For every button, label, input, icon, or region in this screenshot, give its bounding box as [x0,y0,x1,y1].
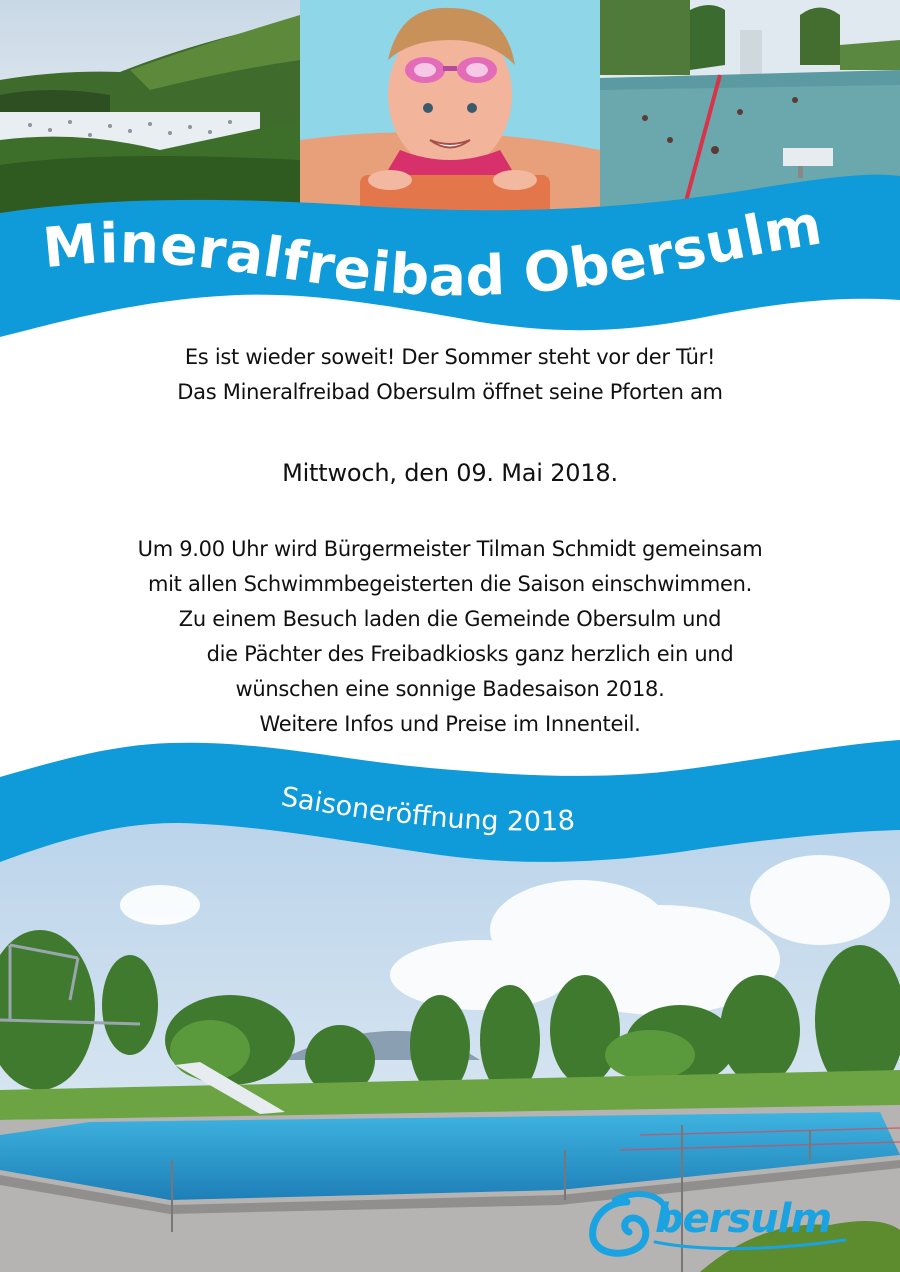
intro-line: Es ist wieder soweit! Der Sommer steht vor der Tür! [184,345,716,369]
svg-text:Saisoneröffnung 2018: Saisoneröffnung 2018 [278,781,577,838]
details-line: Um 9.00 Uhr wird Bürgermeister Tilman Schmidt gemeinsam [137,537,763,561]
season-opening-banner [0,760,900,860]
intro-text [0,340,900,410]
logo-wordmark: bersulm [655,1196,832,1242]
svg-text:Mineralfreibad Obersulm: Mineralfreibad Obersulm [40,192,827,309]
details-line: Weitere Infos und Preise im Innenteil. [259,712,641,736]
obersulm-logo [585,1180,885,1260]
intro-line: Das Mineralfreibad Obersulm öffnet seine Pforten am [177,380,723,404]
details-text [0,532,900,742]
opening-date: Mittwoch, den 09. Mai 2018. [282,459,618,487]
details-line: mit allen Schwimmbegeisterten die Saison einschwimmen. [147,572,752,596]
details-line: wünschen eine sonnige Badesaison 2018. [235,677,665,701]
details-line: Zu einem Besuch laden die Gemeinde Obersulm und [178,607,722,631]
page-title [0,170,900,340]
details-line: die Pächter des Freibadkiosks ganz herzlich ein und [206,642,734,666]
